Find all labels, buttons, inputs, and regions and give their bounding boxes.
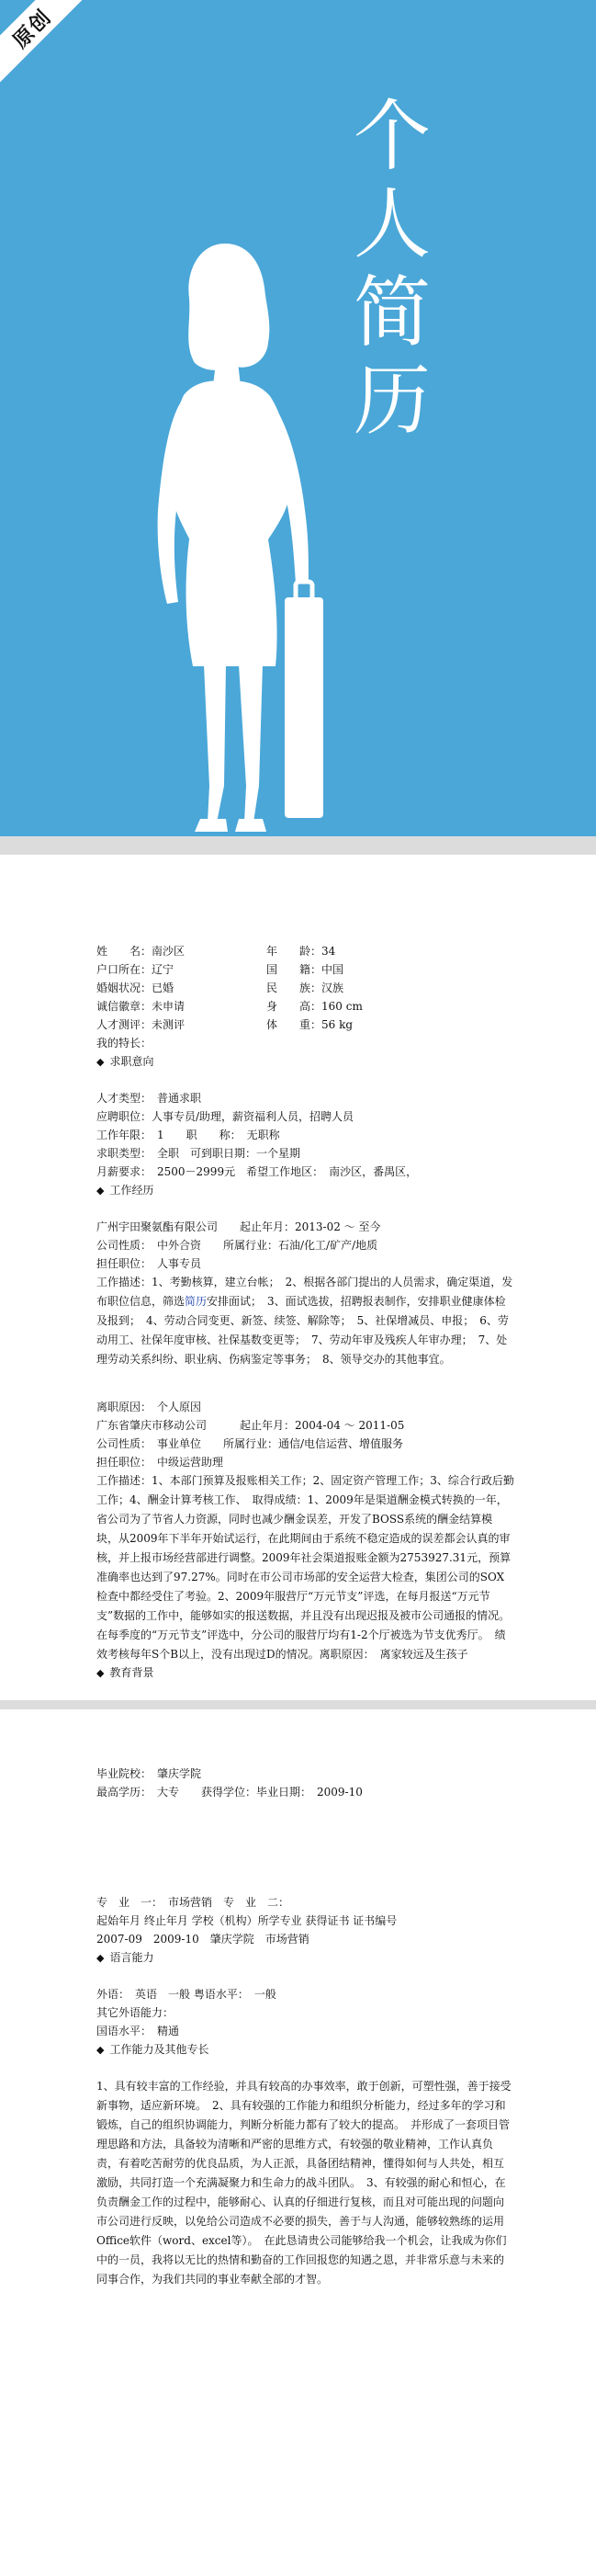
nation-row: 国 籍：中国 (266, 963, 344, 976)
edu-degree: 最高学历： 大专 获得学位：毕业日期： 2009-10 (96, 1786, 363, 1799)
job1-leave: 离职原因： 个人原因 (96, 1401, 202, 1413)
resume-link[interactable]: 简历 (185, 1295, 208, 1308)
job2-role: 担任职位： 中级运营助理 (96, 1456, 224, 1469)
edu-school: 毕业院校： 肇庆学院 (96, 1767, 202, 1780)
job2-company: 广东省肇庆市移动公司 起止年月：2004-04 ～ 2011-05 (96, 1419, 405, 1432)
cover-page (0, 0, 596, 836)
resume-page-1 (0, 855, 596, 1700)
section-education: ◆ 教育背景 (96, 1663, 153, 1683)
section-experience: ◆ 工作经历 (96, 1181, 153, 1200)
original-badge: 原创 (0, 0, 88, 85)
major-line: 专 业 一： 市场营销 专 业 二： (96, 1896, 290, 1909)
job1-company: 广州宇田聚氨酯有限公司 起止年月：2013-02 ～ 至今 (96, 1220, 381, 1233)
intent-years: 工作年限： 1 职 称： 无职称 (96, 1129, 280, 1141)
job1-role: 担任职位： 人事专员 (96, 1257, 202, 1270)
resume-page-2 (0, 1709, 596, 2576)
cover-title: 个 人 简 历 (354, 91, 432, 446)
intent-mode: 求职类型： 全职 可到职日期：一个星期 (96, 1147, 301, 1160)
marital-row: 婚姻状况：已婚 (96, 982, 174, 994)
talent-row: 人才测评：未测评 (96, 1018, 186, 1031)
job2-nature: 公司性质： 事业单位 所属行业：通信/电信运营、增值服务 (96, 1437, 404, 1450)
job1-nature: 公司性质： 中外合资 所属行业：石油/化工/矿产/地质 (96, 1239, 378, 1252)
intent-position: 应聘职位：人事专员/助理，薪资福利人员，招聘人员 (96, 1110, 354, 1123)
major-record: 2007-09 2009-10 肇庆学院 市场营销 (96, 1933, 309, 1946)
section-skills: ◆ 工作能力及其他专长 (96, 2040, 208, 2060)
intent-type: 人才类型： 普通求职 (96, 1092, 202, 1105)
lang-foreign: 外语： 英语 一般 粤语水平： 一般 (96, 1988, 276, 2001)
major-header: 起始年月 终止年月 学校（机构）所学专业 获得证书 证书编号 (96, 1914, 398, 1927)
specialty-row: 我的特长： (96, 1037, 152, 1050)
height-row: 身 高：160 cm (266, 1000, 363, 1013)
section-intent: ◆ 求职意向 (96, 1052, 153, 1072)
skills-text: 1、具有较丰富的工作经验，并具有较高的办事效率，敢于创新，可塑性强，善于接受新事物，适应新环境。 2、具有较强的工作能力和组织分析能力，经过多年的学习和锻炼，自己的组织协调能力，判断分析能力都有了较大的提高。 并形成了一套项目管理思路和方法，具备较为清晰和严密的思维方式，有较强的敬业精神，工作认真负责，有着吃苦耐劳的优良品质，为人正派，具备团结精神，懂得如何与人共处，相互激励，共同打造一个充满凝聚力和生命力的战斗团队。 3、有较强的耐心和恒心，在负责酬金工作的过程中，能够耐心、认真的仔细进行复核，而且对可能出现的问题向市公司进行反映，以免给公司造成不必要的损失，善于与人沟通，能够较熟练的运用Office软件（word、excel等）。 在此恳请贵公司能够给我一个机会，让我成为你们中的一员，我将以无比的热情和勤奋的工作回报您的知遇之恩，并非常乐意与未来的同事合作，为我们共同的事业奉献全部的才智。 (96, 2080, 512, 2286)
job1-description: 工作描述：1、考勤核算，建立台帐； 2、根据各部门提出的人员需求，确定渠道，发布职位信息，筛选简历安排面试； 3、面试选拔，招聘报表制作，安排职业健康体检及报到； 4、劳动合同变更、新签、续签、解除等； 5、社保增减员、申报； 6、劳动用工、社保年度审核、社保基数变更等； 7、劳动年审及残疾人年审办理； 7、处理劳动关系纠纷、职业病、伤病鉴定等事务； 8、领导交办的其他事宜。 (96, 1276, 513, 1366)
lang-other: 其它外语能力： (96, 2006, 174, 2019)
ethnic-row: 民 族：汉族 (266, 982, 344, 994)
businesswoman-silhouette-icon (129, 234, 349, 836)
intent-salary: 月薪要求： 2500－2999元 希望工作地区： 南沙区，番禺区， (96, 1165, 418, 1178)
lang-mandarin: 国语水平： 精通 (96, 2025, 180, 2037)
age-row: 年 龄：34 (266, 945, 336, 958)
hukou-row: 户口所在：辽宁 (96, 963, 174, 976)
name-row: 姓 名：南沙区 (96, 945, 186, 958)
section-language: ◆ 语言能力 (96, 1948, 153, 1968)
job2-description: 工作描述：1、本部门预算及报账相关工作；2、固定资产管理工作；3、综合行政后勤工作；4、酬金计算考核工作、 取得成绩：1、2009年是渠道酬金模式转换的一年，省公司为了节省人力资源，同时也减少酬金误差，开发了BOSS系统的酬金结算模块，从2009年下半年开始试运行，在此期间由于系统不稳定造成的误差都会认真的审核，并上报市场经营部进行调整。2009年社会渠道报账金额为2753927.31元，预算准确率也达到了97.27%。同时在市公司市场部的安全运营大检查，集团公司的SOX检查中都经受住了考验。2、2009年服营厅“万元节支”评选，在每月报送“万元节支”数据的工作中，能够如实的报送数据，并且没有出现迟报及被市公司通报的情况。在每季度的“万元节支”评选中，分公司的服营厅均有1-2个厅被选为节支优秀厅。 绩效考核每年S个B以上，没有出现过D的情况。离职原因： 离家较远及生孩子 (96, 1474, 514, 1661)
weight-row: 体 重：56 kg (266, 1018, 354, 1031)
credit-row: 诚信徽章：未申请 (96, 1000, 186, 1013)
